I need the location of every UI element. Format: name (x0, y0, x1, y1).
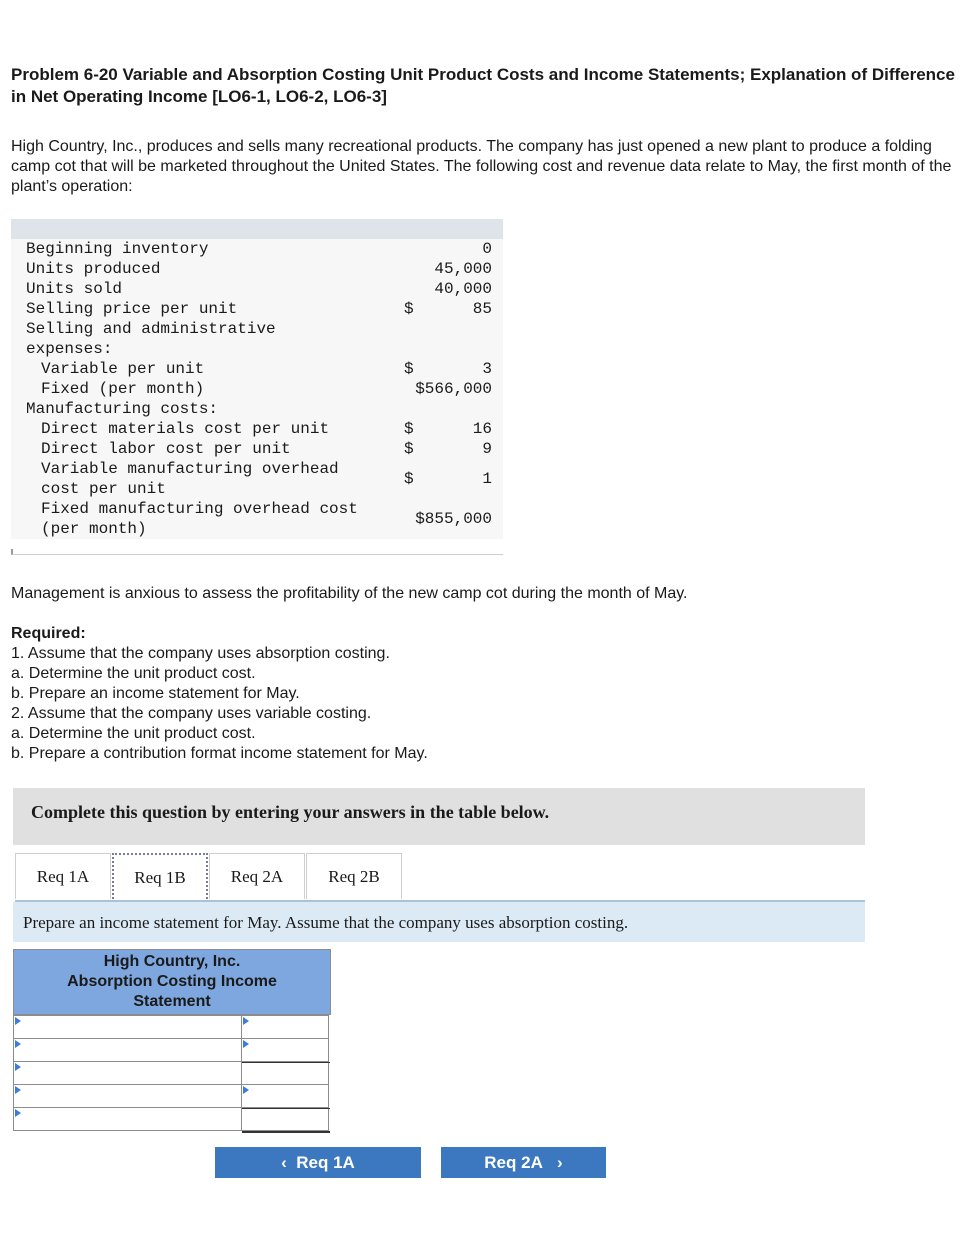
row-currency: $ (404, 360, 414, 378)
tab-req-1a[interactable]: Req 1A (15, 853, 111, 899)
row-label-continued: cost per unit (41, 480, 166, 498)
prev-req-button[interactable] (215, 1147, 421, 1178)
row-currency: $ (404, 300, 414, 318)
cost-data-table (11, 219, 503, 554)
dropdown-marker-icon (243, 1040, 249, 1048)
row-label: Manufacturing costs: (26, 400, 219, 418)
row-label: Selling price per unit (26, 300, 238, 318)
statement-amount-input[interactable] (242, 1085, 330, 1107)
cost-table-header (11, 219, 503, 239)
required-item: b. Prepare a contribution format income statement for May. (11, 745, 428, 762)
statement-label-input[interactable] (14, 1039, 241, 1061)
dropdown-marker-icon (15, 1040, 21, 1048)
statement-amount-input[interactable] (242, 1016, 330, 1038)
next-req-button[interactable] (441, 1147, 606, 1178)
dropdown-marker-icon (15, 1063, 21, 1071)
table-row (11, 379, 503, 399)
table-row (11, 279, 503, 299)
required-item: b. Prepare an income statement for May. (11, 685, 300, 702)
statement-label-input[interactable] (14, 1085, 241, 1107)
income-statement-grid (13, 1015, 329, 1131)
required-item: 2. Assume that the company uses variable costing. (11, 705, 372, 722)
table-row (11, 359, 503, 379)
row-label: Beginning inventory (26, 240, 209, 258)
tab-req-1b[interactable]: Req 1B (112, 853, 208, 899)
problem-intro: High Country, Inc., produces and sells many recreational products. The company has just opened a new plant to produce a folding camp cot that will be marketed throughout the United States. The following cost and revenue data relate to May, the first month of the plant’s operation: (11, 138, 952, 195)
row-value: 9 (482, 440, 492, 458)
dropdown-marker-icon (15, 1109, 21, 1117)
table-row (13, 1108, 329, 1131)
income-statement (13, 949, 331, 1137)
row-label-continued: (per month) (41, 520, 147, 538)
statement-label-input[interactable] (14, 1016, 241, 1038)
table-row (11, 339, 503, 359)
table-row (13, 1085, 329, 1108)
dropdown-marker-icon (243, 1017, 249, 1025)
statement-amount-input[interactable] (242, 1063, 330, 1085)
statement-amount-input[interactable] (242, 1039, 330, 1061)
dropdown-marker-icon (243, 1086, 249, 1094)
income-statement-header (13, 949, 331, 1015)
dropdown-marker-icon (15, 1086, 21, 1094)
complete-banner (13, 788, 865, 845)
table-row (11, 399, 503, 419)
dropdown-marker-icon (15, 1017, 21, 1025)
prev-req-label: Req 1A (296, 1153, 355, 1172)
row-currency: $ (404, 420, 414, 438)
table-row (13, 1015, 329, 1039)
row-label: Units produced (26, 260, 161, 278)
row-currency: $ (404, 440, 414, 458)
row-label: Variable manufacturing overhead (41, 460, 339, 478)
row-value: 16 (472, 420, 492, 438)
statement-amount-input[interactable] (242, 1109, 330, 1131)
row-label: Selling and administrative (26, 320, 276, 338)
table-row (13, 1039, 329, 1062)
table-row (11, 419, 503, 439)
statement-label-input[interactable] (14, 1108, 241, 1130)
row-currency: $ (404, 470, 414, 488)
row-value: 85 (472, 300, 492, 318)
table-row (11, 299, 503, 319)
row-value: 45,000 (434, 260, 492, 278)
table-row (11, 319, 503, 339)
statement-label-input[interactable] (14, 1062, 241, 1084)
management-text: Management is anxious to assess the profitability of the new camp cot during the month of May. (11, 585, 688, 602)
tab-req-2a[interactable]: Req 2A (209, 853, 305, 899)
problem-title: Problem 6-20 Variable and Absorption Costing Unit Product Costs and Income Statements; Explanation of Difference in Net Operating Income [LO6-1, LO6-2, LO6-3] (11, 65, 955, 106)
company-name: High Country, Inc. (103, 953, 241, 970)
table-row (11, 239, 503, 259)
required-section (11, 624, 428, 764)
table-row (11, 439, 503, 459)
row-value: 3 (482, 360, 492, 378)
row-label: expenses: (26, 340, 113, 358)
chevron-right-icon: › (557, 1153, 563, 1172)
complete-banner-text: Complete this question by entering your answers in the table below. (31, 802, 550, 822)
table-row (13, 1062, 329, 1085)
required-heading: Required: (11, 625, 86, 642)
row-value: 1 (482, 470, 492, 488)
row-label: Fixed manufacturing overhead cost (41, 500, 358, 518)
row-value: 40,000 (434, 280, 492, 298)
table-row (11, 259, 503, 279)
row-label: Fixed (per month) (41, 380, 205, 398)
required-item: a. Determine the unit product cost. (11, 665, 256, 682)
required-item: 1. Assume that the company uses absorption costing. (11, 645, 390, 662)
statement-title-line1: Absorption Costing Income (67, 973, 277, 990)
table-bottom-border (11, 549, 503, 555)
table-row (11, 459, 503, 499)
row-label: Variable per unit (41, 360, 205, 378)
chevron-left-icon: ‹ (281, 1153, 287, 1172)
statement-title-line2: Statement (133, 993, 211, 1010)
row-value: $566,000 (415, 380, 492, 398)
next-req-label: Req 2A (484, 1153, 543, 1172)
row-label: Direct labor cost per unit (41, 440, 291, 458)
row-label: Direct materials cost per unit (41, 420, 330, 438)
tab-req-2b[interactable]: Req 2B (306, 853, 402, 899)
row-value: $855,000 (415, 510, 492, 528)
row-value: 0 (482, 240, 492, 258)
required-item: a. Determine the unit product cost. (11, 725, 256, 742)
instruction-text: Prepare an income statement for May. Assume that the company uses absorption costing. (23, 913, 629, 932)
row-label: Units sold (26, 280, 123, 298)
table-row (11, 499, 503, 539)
instruction-bar (13, 902, 865, 942)
